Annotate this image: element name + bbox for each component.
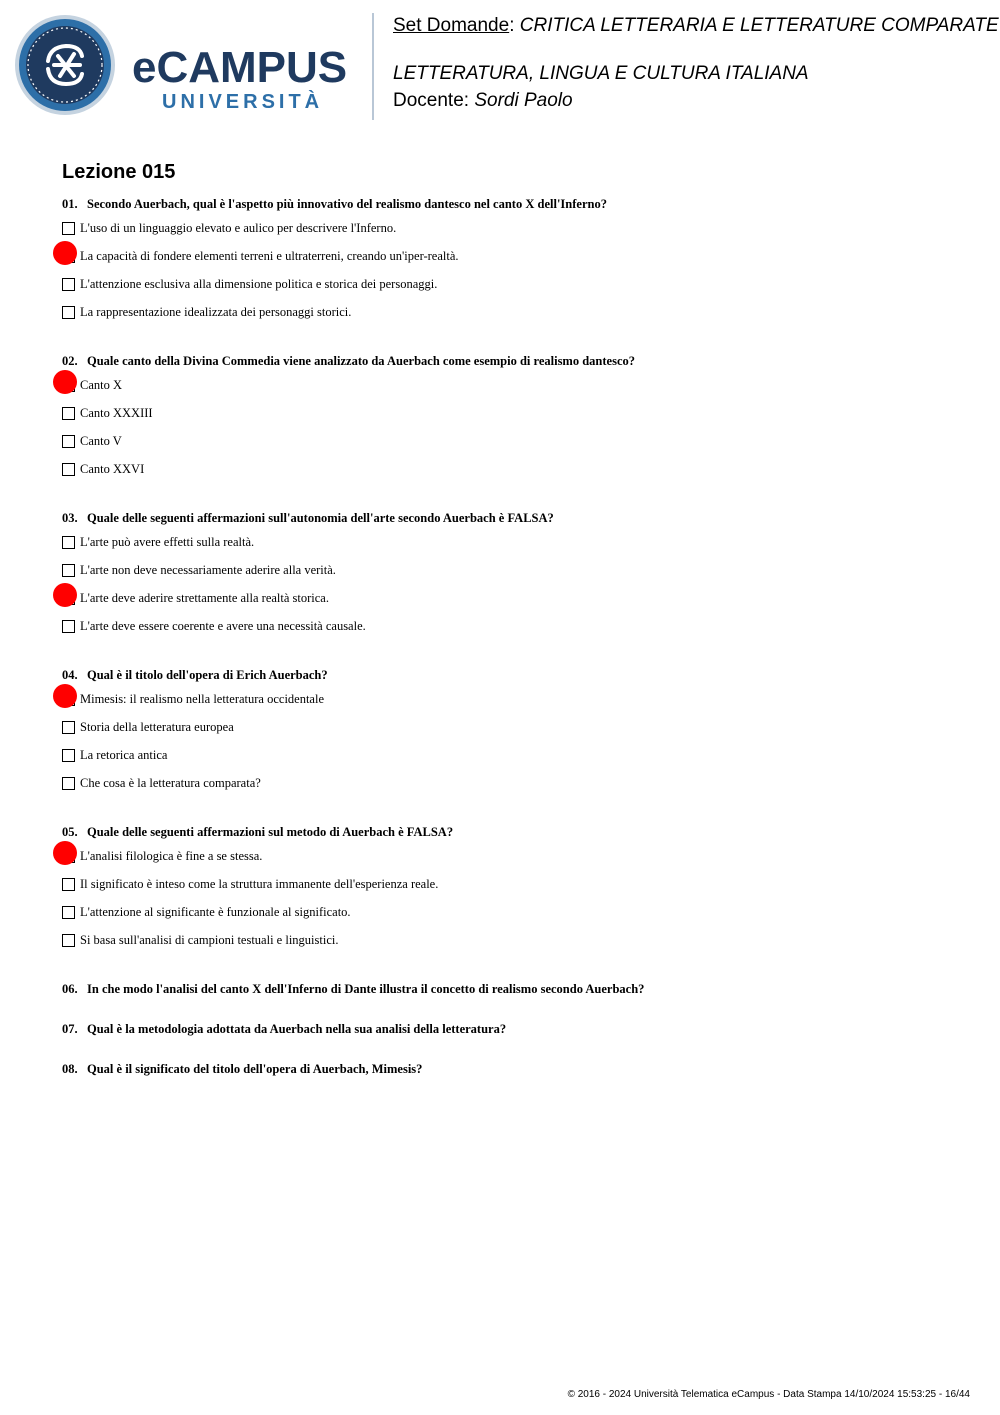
answer-option[interactable] — [62, 407, 982, 435]
answer-text: Canto XXXIII — [80, 406, 153, 420]
teacher-label: Docente: — [393, 90, 475, 111]
question-label: Qual è il significato del titolo dell'opera di Auerbach, Mimesis? — [87, 1062, 423, 1076]
question-text — [62, 1021, 982, 1037]
answer-option[interactable] — [62, 463, 982, 491]
question-text — [62, 196, 982, 212]
answer-text: Mimesis: il realismo nella letteratura occidentale — [80, 692, 325, 706]
header-divider — [372, 13, 374, 120]
question-label: Quale canto della Divina Commedia viene analizzato da Auerbach come esempio di realismo dantesco? — [87, 354, 635, 368]
correct-answer-marker — [53, 684, 77, 708]
answer-option[interactable] — [62, 278, 982, 306]
set-title: CRITICA LETTERARIA E LETTERATURE COMPARATE — [519, 15, 999, 36]
answer-option[interactable] — [62, 693, 982, 721]
answer-text: L'attenzione esclusiva alla dimensione politica e storica dei personaggi. — [80, 277, 438, 291]
question-text — [62, 824, 982, 840]
answer-text: La retorica antica — [80, 748, 168, 762]
logo-subtext: UNIVERSITÀ — [162, 91, 324, 113]
answer-options — [62, 536, 982, 648]
answer-option[interactable] — [62, 777, 982, 805]
answer-checkbox[interactable] — [62, 222, 75, 235]
answer-checkbox[interactable] — [62, 435, 75, 448]
correct-answer-marker — [53, 370, 77, 394]
question-number: 01. — [62, 197, 78, 211]
answer-option[interactable] — [62, 379, 982, 407]
ecampus-logo — [132, 40, 358, 115]
answer-text: L'arte non deve necessariamente aderire alla verità. — [80, 563, 336, 577]
answer-checkbox[interactable] — [62, 463, 75, 476]
answer-options — [62, 379, 982, 491]
set-domande-label: Set Domande — [393, 15, 510, 36]
answer-options — [62, 850, 982, 962]
answer-text: Che cosa è la letteratura comparata? — [80, 776, 261, 790]
answer-checkbox[interactable] — [62, 536, 75, 549]
question-text — [62, 1061, 982, 1077]
answer-checkbox[interactable] — [62, 906, 75, 919]
answer-options — [62, 693, 982, 805]
question-number: 03. — [62, 511, 78, 525]
answer-option[interactable] — [62, 934, 982, 962]
ecampus-seal-icon — [14, 14, 116, 116]
answer-text: L'arte deve aderire strettamente alla realtà storica. — [80, 591, 329, 605]
answer-option[interactable] — [62, 435, 982, 463]
answer-option[interactable] — [62, 564, 982, 592]
question-number: 05. — [62, 825, 78, 839]
question-list — [62, 196, 982, 1101]
answer-option[interactable] — [62, 850, 982, 878]
answer-option[interactable] — [62, 222, 982, 250]
answer-text: L'arte deve essere coerente e avere una necessità causale. — [80, 619, 366, 633]
question-number: 08. — [62, 1062, 78, 1076]
answer-text: Canto X — [80, 378, 123, 392]
question-03 — [62, 510, 982, 648]
answer-checkbox[interactable] — [62, 564, 75, 577]
question-label: In che modo l'analisi del canto X dell'Inferno di Dante illustra il concetto di realismo secondo Auerbach? — [87, 982, 645, 996]
answer-text: L'attenzione al significante è funzionale al significato. — [80, 905, 351, 919]
correct-answer-marker — [53, 841, 77, 865]
question-01 — [62, 196, 982, 334]
question-02 — [62, 353, 982, 491]
answer-text: L'analisi filologica è fine a se stessa. — [80, 849, 263, 863]
answer-checkbox[interactable] — [62, 278, 75, 291]
answer-option[interactable] — [62, 878, 982, 906]
question-label: Quale delle seguenti affermazioni sull'autonomia dell'arte secondo Auerbach è FALSA? — [87, 511, 554, 525]
answer-option[interactable] — [62, 536, 982, 564]
question-label: Secondo Auerbach, qual è l'aspetto più innovativo del realismo dantesco nel canto X dell'Inferno? — [87, 197, 607, 211]
answer-text: Canto XXVI — [80, 462, 145, 476]
question-text — [62, 667, 982, 683]
answer-checkbox[interactable] — [62, 878, 75, 891]
question-text — [62, 510, 982, 526]
teacher-line — [393, 90, 573, 112]
answer-option[interactable] — [62, 306, 982, 334]
answer-text: Il significato è inteso come la struttura immanente dell'esperienza reale. — [80, 877, 439, 891]
question-number: 06. — [62, 982, 78, 996]
answer-option[interactable] — [62, 906, 982, 934]
answer-checkbox[interactable] — [62, 749, 75, 762]
lesson-title: Lezione 015 — [62, 161, 176, 183]
answer-text: Storia della letteratura europea — [80, 720, 234, 734]
logo-wordmark: eCAMPUS — [132, 43, 348, 92]
question-07 — [62, 1021, 982, 1037]
answer-option[interactable] — [62, 250, 982, 278]
answer-option[interactable] — [62, 749, 982, 777]
answer-text: L'uso di un linguaggio elevato e aulico per descrivere l'Inferno. — [80, 221, 397, 235]
answer-checkbox[interactable] — [62, 721, 75, 734]
question-label: Qual è il titolo dell'opera di Erich Auerbach? — [87, 668, 328, 682]
answer-text: L'arte può avere effetti sulla realtà. — [80, 535, 255, 549]
answer-options — [62, 222, 982, 334]
question-06 — [62, 981, 982, 997]
answer-checkbox[interactable] — [62, 777, 75, 790]
page-footer: © 2016 - 2024 Università Telematica eCampus - Data Stampa 14/10/2024 15:53:25 - 16/44 — [567, 1389, 970, 1400]
question-number: 04. — [62, 668, 78, 682]
teacher-name: Sordi Paolo — [474, 90, 573, 111]
question-label: Quale delle seguenti affermazioni sul metodo di Auerbach è FALSA? — [87, 825, 454, 839]
question-05 — [62, 824, 982, 962]
correct-answer-marker — [53, 583, 77, 607]
correct-answer-marker — [53, 241, 77, 265]
answer-checkbox[interactable] — [62, 620, 75, 633]
page-header — [0, 0, 1000, 130]
answer-text: Si basa sull'analisi di campioni testuali e linguistici. — [80, 933, 339, 947]
question-number: 02. — [62, 354, 78, 368]
answer-option[interactable] — [62, 592, 982, 620]
answer-text: Canto V — [80, 434, 122, 448]
question-08 — [62, 1061, 982, 1077]
answer-checkbox[interactable] — [62, 407, 75, 420]
answer-text: La rappresentazione idealizzata dei personaggi storici. — [80, 305, 352, 319]
course-name: LETTERATURA, LINGUA E CULTURA ITALIANA — [393, 63, 809, 84]
question-label: Qual è la metodologia adottata da Auerbach nella sua analisi della letteratura? — [87, 1022, 507, 1036]
answer-text: La capacità di fondere elementi terreni e ultraterreni, creando un'iper-realtà. — [80, 249, 459, 263]
question-04 — [62, 667, 982, 805]
set-domande-line: Set Domande: CRITICA LETTERARIA E LETTERATURE COMPARATE — [393, 15, 999, 36]
question-number: 07. — [62, 1022, 78, 1036]
question-text — [62, 353, 982, 369]
answer-option[interactable] — [62, 620, 982, 648]
question-text — [62, 981, 982, 997]
answer-checkbox[interactable] — [62, 306, 75, 319]
answer-checkbox[interactable] — [62, 934, 75, 947]
answer-option[interactable] — [62, 721, 982, 749]
